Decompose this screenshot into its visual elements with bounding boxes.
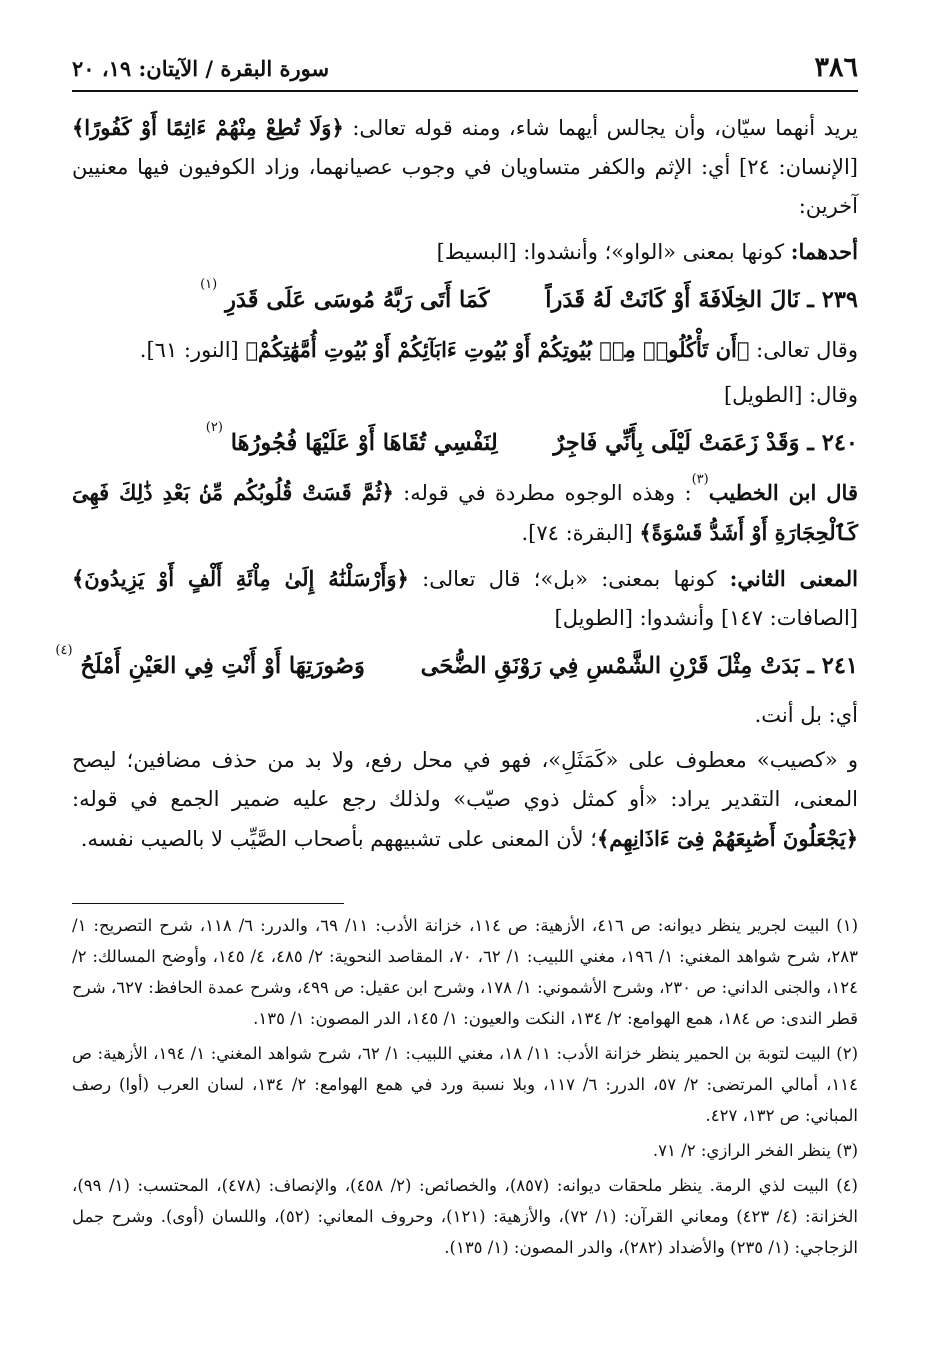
paragraph-2	[72, 232, 858, 272]
lead-term: قال ابن الخطيب	[708, 480, 858, 505]
text: [الإنسان: ٢٤] أي: الإثم والكفر متساويان في وجوب عصيانهما، وزاد الكوفيون فيها معنيين آخرين:	[72, 155, 858, 218]
text: [النور: ٦١].	[139, 338, 239, 362]
text: : وهذه الوجوه مطردة في قوله:	[403, 481, 692, 505]
quran-quote: ﴿يَجْعَلُونَ أَصَٰبِعَهُمْ فِىٓ ءَاذَانِهِم﴾	[596, 826, 858, 851]
paragraph-8	[72, 741, 858, 859]
footnote-4: (٤) البيت لذي الرمة. ينظر ملحقات ديوانه: (٨٥٧)، والخصائص: (٢/ ٤٥٨)، والإنصاف: (٤٧٨)، المحتسب: (١/ ٩٩)، الخزانة: (٤/ ٤٢٣) ومعاني القرآن: (١/ ٧٢)، والأزهية: (١٢١)، وحروف المعاني: (٥٢)، واللسان (أوى). وشرح جمل الزجاجي: (١/ ٢٣٥) والأضداد (٢٨٢)، والدر المصون: (١/ ١٣٥).	[72, 1176, 858, 1257]
poem-verse-239	[72, 278, 858, 322]
page-number: ٣٨٦	[814, 52, 858, 83]
poem-verse-241	[55, 643, 858, 688]
text: كونها بمعنى: «بل»؛ قال تعالى:	[422, 567, 717, 591]
surah-title: سورة البقرة / الآيتان: ١٩، ٢٠	[72, 56, 330, 81]
paragraph-3	[72, 330, 858, 370]
text: ؛ لأن المعنى على تشبيههم بأصحاب الصَّيِّب لا بالصيب نفسه.	[80, 827, 597, 851]
footnote-1: (١) البيت لجرير ينظر ديوانه: ص ٤١٦، الأزهية: ص ١١٤، خزانة الأدب: ١١/ ٦٩، والدرر: ٦/ ١١٨، شرح التصريح: ١/ ٢٨٣، شرح شواهد المغني: ١/ ١٩٦، مغني اللبيب: ١/ ٦٢، ٧٠، المقاصد النحوية: ٢/ ٤٨٥، ٤/ ١٤٥، وأوضح المسالك: ٢/ ١٢٤، والجنى الداني: ص ٢٣٠، وشرح الأشموني: ١/ ١٧٨، وشرح ابن عقيل: ص ٤٩٩، وشرح عمدة الحافظ: ٦٢٧، شرح قطر الندى: ص ١٨٤، همع الهوامع: ٢/ ١٣٤، النكت والعيون: ١/ ١٤٥، الدر المصون: ١/ ١٣٥.	[72, 916, 859, 1028]
text: [البقرة: ٧٤].	[521, 521, 633, 545]
paragraph-6	[72, 559, 858, 638]
paragraph-5	[72, 473, 858, 553]
text: و «كصيب» معطوف على «كَمَثَلِ»، فهو في محل رفع، ولا بد من حذف مضافين؛ ليصح المعنى، التقدير يراد: «أو كمثل ذوي صيّب» ولذلك رجع عليه ضمير الجمع في قوله:	[72, 748, 858, 811]
footnote-2: (٢) البيت لتوبة بن الحمير ينظر خزانة الأدب: ١١/ ١٨، مغني اللبيب: ١/ ٦٢، شرح شواهد المغني: ١/ ١٩٤، الأزهية: ص ١١٤، أمالي المرتضى: ٢/ ٥٧، الدرر: ٦/ ١١٧، وبلا نسبة ورد في همع الهوامع: ٢/ ١٣٤، لسان العرب (أوا) رصف المباني: ص ١٣٢، ٤٢٧.	[72, 1044, 859, 1125]
page-header	[72, 50, 858, 92]
text: يريد أنهما سيّان، وأن يجالس أيهما شاء، ومنه قوله تعالى:	[352, 116, 858, 140]
paragraph-1	[72, 108, 858, 226]
quran-quote: ﴿أَن تَأْكُلُوا۟ مِنۢ بُيُوتِكُمْ أَوْ بُيُوتِ ءَابَآئِكُمْ أَوْ بُيُوتِ أُمَّهَٰتِكُمْ﴾	[245, 337, 750, 362]
footnotes	[72, 910, 858, 1267]
text: [الصافات: ١٤٧] وأنشدوا: [الطويل]	[554, 606, 858, 630]
verse-number: ٢٣٩ ـ	[807, 287, 858, 313]
verse-number: ٢٤٠ ـ	[807, 430, 858, 456]
footnote-ref: (٣)	[691, 472, 709, 487]
hemistich-second: لِنَفْسِي تُقَاهَا أَوْ عَلَيْهَا فُجُورُهَا	[230, 430, 498, 456]
hemistich-first: بَدَتْ مِثْلَ قَرْنِ الشَّمْسِ فِي رَوْنَقِ الضُّحَى	[420, 653, 800, 679]
text: وقال تعالى:	[756, 338, 858, 362]
main-text	[55, 108, 858, 865]
verse-number: ٢٤١ ـ	[807, 653, 858, 679]
footnote-separator	[72, 903, 344, 904]
lead-term: المعنى الثاني:	[729, 566, 858, 591]
hemistich-second: وَصُورَتِهَا أَوْ أَنْتِ فِي العَيْنِ أَمْلَحُ	[80, 653, 365, 679]
header-rule	[72, 90, 858, 92]
paragraph-4: وقال: [الطويل]	[723, 383, 858, 407]
footnote-ref: (٢)	[205, 420, 223, 435]
hemistich-first: وَقَدْ زَعَمَتْ لَيْلَى بِأَنِّي فَاجِرٌ	[553, 430, 800, 456]
quran-quote: ﴿وَأَرْسَلْنَٰهُ إِلَىٰ مِاْئَةِ أَلْفٍ أَوْ يَزِيدُونَ﴾	[72, 566, 409, 591]
footnote-ref: (١)	[200, 277, 218, 292]
quran-quote: ﴿ثُمَّ قَسَتْ قُلُوبُكُم مِّنۢ بَعْدِ ذَٰلِكَ فَهِىَ كَٱلْحِجَارَةِ أَوْ أَشَدُّ قَسْوَةً﴾	[72, 480, 858, 545]
hemistich-first: نَالَ الخِلَافَةَ أَوْ كَانَتْ لَهُ قَدَراً	[545, 287, 800, 313]
paragraph-7: أي: بل أنت.	[754, 703, 858, 727]
footnote-ref: (٤)	[55, 643, 73, 658]
quran-quote: ﴿وَلَا تُطِعْ مِنْهُمْ ءَاثِمًا أَوْ كَفُورًا﴾	[72, 115, 344, 140]
footnote-3: (٣) ينظر الفخر الرازي: ٢/ ٧١.	[652, 1141, 858, 1160]
hemistich-second: كَمَا أَتَى رَبَّهُ مُوسَى عَلَى قَدَرِ	[225, 287, 490, 313]
text: كونها بمعنى «الواو»؛ وأنشدوا: [البسيط]	[436, 240, 785, 264]
lead-term: أحدهما:	[790, 239, 858, 264]
poem-verse-240	[72, 421, 858, 465]
